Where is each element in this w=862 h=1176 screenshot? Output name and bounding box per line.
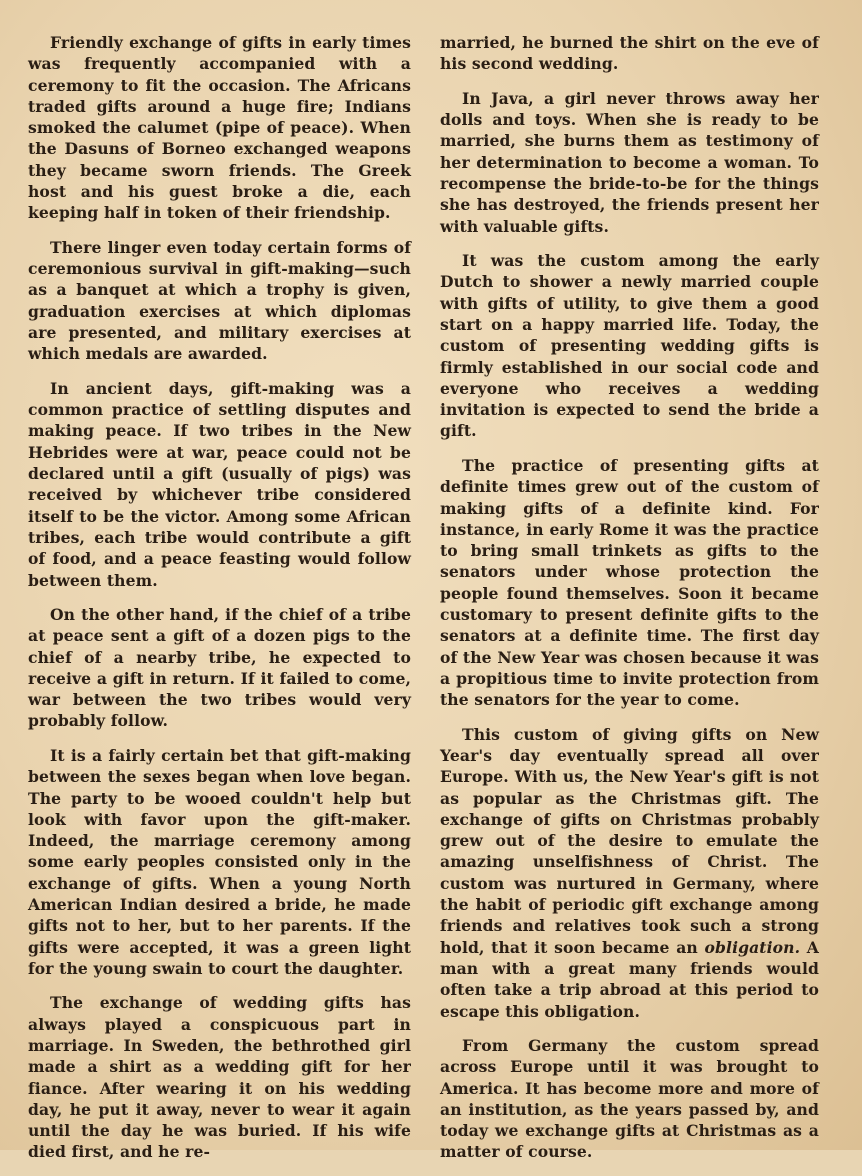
paragraph: Friendly exchange of gifts in early times was frequently accompanied with a ceremony to fit the occasion. The Africans traded gifts around a huge fire; Indians smoked the calumet (pipe of peace). When the Dasuns of Borneo exchanged weapons they became sworn friends. The Greek host and his guest broke a die, each keeping half in token of their friendship. bbox=[28, 33, 411, 223]
paragraph: On the other hand, if the chief of a tribe at peace sent a gift of a dozen pigs to the chief of a nearby tribe, he expected to receive a gift in return. If it failed to come, war between the two tribes would very probably follow. bbox=[28, 604, 411, 731]
paragraph: The practice of presenting gifts at definite times grew out of the custom of making gifts of a definite kind. For instance, in early Rome it was the practice to bring small trinkets as gifts to the senators under whose protection the people found themselves. Soon it became customary to present definite gifts to the senators at a definite time. The first day of the New Year was chosen because it was a propitious time to invite protection from the senators for the year to come. bbox=[440, 455, 819, 710]
left-column bbox=[28, 32, 411, 1176]
emphasized-word: obligation. bbox=[704, 937, 801, 957]
paragraph: From Germany the custom spread across Europe until it was brought to America. It has become more and more of an institution, as the years passed by, and today we exchange gifts at Christmas as a matter of course. bbox=[440, 1036, 819, 1162]
paragraph: It was the custom among the early Dutch to shower a newly married couple with gifts of utility, to give them a good start on a happy married life. Today, the custom of presenting wedding gifts is firmly established in our social code and everyone who receives a wedding invitation is expected to send the bride a gift. bbox=[440, 251, 819, 441]
paragraph: It is a fairly certain bet that gift-making between the sexes began when love began. The party to be wooed couldn't help but look with favor upon the gift-maker. Indeed, the marriage ceremony among some early peoples consisted only in the exchange of gifts. When a young North American Indian desired a bride, he made gifts not to her, but to her parents. If the gifts were accepted, it was a green light for the young swain to court the daughter. bbox=[28, 745, 411, 978]
paragraph-text: A man with a great many friends would often take a trip abroad at this period to escape this obligation. bbox=[440, 937, 819, 1021]
paragraph: In Java, a girl never throws away her dolls and toys. When she is ready to be married, she burns them as testimony of her determination to become a woman. To recompense the bride-to-be for the things she has destroyed, the friends present her with valuable gifts. bbox=[440, 88, 819, 236]
continued-paragraph: married, he burned the shirt on the eve of his second wedding. bbox=[440, 33, 819, 74]
paragraph-text: This custom of giving gifts on New Year's day eventually spread all over Europe. With us, the New Year's gift is not as popular as the Christmas gift. The exchange of gifts on Christmas probably grew out of the desire to emulate the amazing unselfishness of Christ. The custom was nurtured in Germany, where the habit of periodic gift exchange among friends and relatives took such a strong hold, that it soon became an bbox=[440, 724, 819, 957]
right-column bbox=[440, 32, 819, 1176]
paragraph: In ancient days, gift-making was a common practice of settling disputes and making peace. If two tribes in the New Hebrides were at war, peace could not be declared until a gift (usually of pigs) was received by whichever tribe considered itself to be the victor. Among some African tribes, each tribe would contribute a gift of food, and a peace feasting would follow between them. bbox=[28, 378, 411, 590]
paragraph: There linger even today certain forms of ceremonious survival in gift-making—such as a banquet at which a trophy is given, graduation exercises at which diplomas are presented, and military exercises at which medals are awarded. bbox=[28, 237, 411, 364]
christmas-paragraph bbox=[440, 724, 819, 1022]
paragraph: The exchange of wedding gifts has always played a conspicuous part in marriage. In Sweden, the bethrothed girl made a shirt as a wedding gift for her fiance. After wearing it on his wedding day, he put it away, never to wear it again until the day he was buried. If his wife died first, and he re- bbox=[28, 993, 411, 1162]
